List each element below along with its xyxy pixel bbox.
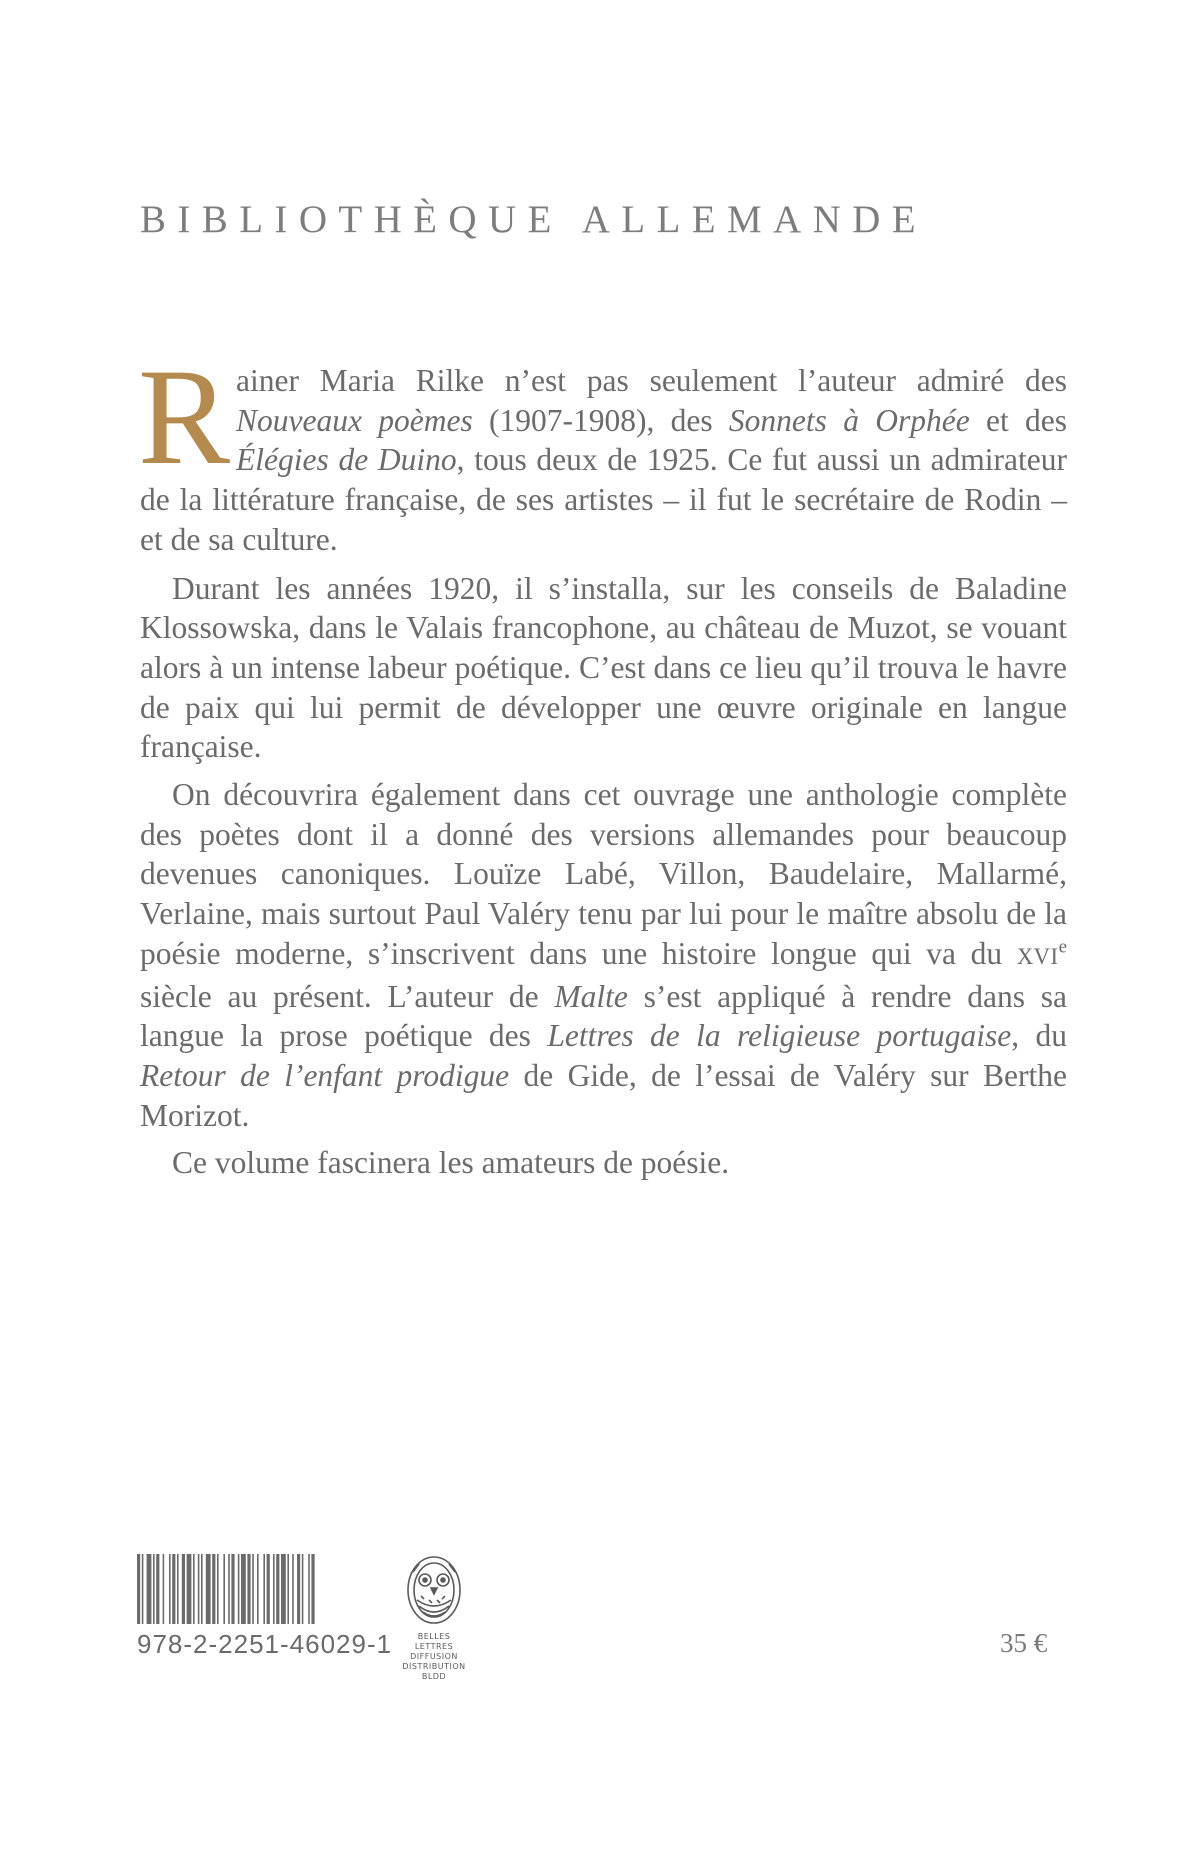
barcode-bar	[273, 1554, 275, 1624]
price: 35 €	[1000, 1628, 1048, 1658]
p3-century: XVI	[1016, 943, 1059, 969]
paragraph-4: Ce volume fascinera les amateurs de poésie.	[172, 1145, 730, 1181]
logo-line-4: BLDD	[421, 1672, 447, 1681]
barcode-bar	[297, 1554, 300, 1624]
barcode-bar	[302, 1554, 304, 1624]
barcode-bar	[311, 1554, 314, 1624]
barcode-bar	[206, 1554, 211, 1624]
barcode-bar	[252, 1554, 254, 1624]
p3-title-retour: Retour de l’enfant prodigue	[140, 1057, 510, 1093]
barcode-bar	[163, 1554, 165, 1624]
barcode-bar	[142, 1554, 144, 1624]
isbn-number: 978-2-2251-46029-1	[137, 1629, 393, 1659]
p3-text-3: s’est appliqué à rendre dans sa langue la prose poétique des	[140, 978, 1067, 1054]
barcode-bar	[247, 1554, 250, 1624]
barcode-bar	[198, 1554, 200, 1624]
p1-title-nouveaux-poemes: Nouveaux poèmes	[236, 402, 473, 438]
logo-line-1: BELLES LETTRES	[414, 1632, 454, 1651]
barcode-bar	[177, 1554, 179, 1624]
barcode-bar	[217, 1554, 219, 1624]
paragraph-1	[138, 340, 1068, 560]
barcode-bar	[223, 1554, 225, 1624]
paragraph-2: Durant les années 1920, il s’installa, sur les conseils de Baladine Klossowska, dans le Valais francophone, au château de Muzot, se vouant alors à un intense labeur poétique. C’est dans ce lieu qu’il trouva le havre de paix qui lui permit de développer une œuvre originale en langue française.	[140, 570, 1067, 765]
barcode-bar	[147, 1554, 152, 1624]
publisher-logo-text	[399, 1632, 469, 1682]
barcode-bar	[172, 1554, 175, 1624]
barcode-bar	[281, 1554, 286, 1624]
p3-text-4: , du	[1011, 1018, 1067, 1054]
paragraph-3	[140, 775, 1067, 1135]
barcode-bar	[263, 1554, 265, 1624]
p1-text-1: ainer Maria Rilke n’est pas seulement l’auteur admiré des	[236, 363, 1067, 398]
p3-title-malte: Malte	[554, 978, 628, 1014]
p3-title-lettres: Lettres de la religieuse portugaise	[547, 1018, 1012, 1054]
barcode-bar	[201, 1554, 203, 1624]
barcode-bar	[257, 1554, 259, 1624]
barcode-bar	[187, 1554, 192, 1624]
p1-text-3: et des	[969, 402, 1067, 438]
barcode-bar	[292, 1554, 294, 1624]
barcode-bar	[193, 1554, 195, 1624]
barcode-bar	[267, 1554, 270, 1624]
barcode-icon	[137, 1554, 391, 1624]
p1-text-2: (1907-1908), des	[472, 402, 729, 438]
barcode-bar	[276, 1554, 279, 1624]
barcode-bar	[228, 1554, 230, 1624]
p3-century-sup: e	[1058, 936, 1067, 958]
p1-text-4: , tous deux de 1925. Ce fut aussi un admirateur de la littérature française, de ses artistes – il fut le secrétaire de Rodin – et de sa culture.	[140, 442, 1068, 557]
barcode-area	[137, 1554, 477, 1681]
p3-text-5: de Gide, de l’essai de Valéry sur Berthe Morizot.	[140, 1057, 1067, 1133]
p3-text-1: On découvrira également dans cet ouvrage une anthologie complète des poètes dont il a donné des versions allemandes pour beaucoup devenues canoniques. Louïze Labé, Villon, Baudelaire, Mallarmé, Verlaine, mais surtout Paul Valéry tenu par lui pour le maître absolu de la poésie moderne, s’inscrivent dans une histoire longue qui va du	[140, 777, 1067, 971]
barcode-bar	[287, 1554, 289, 1624]
p1-title-sonnets: Sonnets à Orphée	[728, 402, 970, 438]
p1-title-elegies: Élégies de Duino	[236, 442, 457, 478]
barcode-bar	[156, 1554, 159, 1624]
barcode-bar	[231, 1554, 234, 1624]
barcode-bar	[182, 1554, 185, 1624]
back-cover-text	[138, 340, 1068, 1191]
barcode-bar	[238, 1554, 240, 1624]
p3-text-2: siècle au présent. L’auteur de	[140, 978, 555, 1014]
logo-line-3: DISTRIBUTION	[402, 1662, 466, 1671]
barcode-bar	[169, 1554, 171, 1624]
barcode-bar	[137, 1554, 140, 1624]
barcode-bar	[241, 1554, 246, 1624]
logo-line-2: DIFFUSION	[410, 1652, 458, 1661]
barcode-bar	[153, 1554, 155, 1624]
barcode-bar	[212, 1554, 215, 1624]
series-title: BIBLIOTHÈQUE ALLEMANDE	[140, 198, 927, 241]
drop-cap-letter: R	[138, 340, 231, 493]
barcode-bar	[308, 1554, 310, 1624]
